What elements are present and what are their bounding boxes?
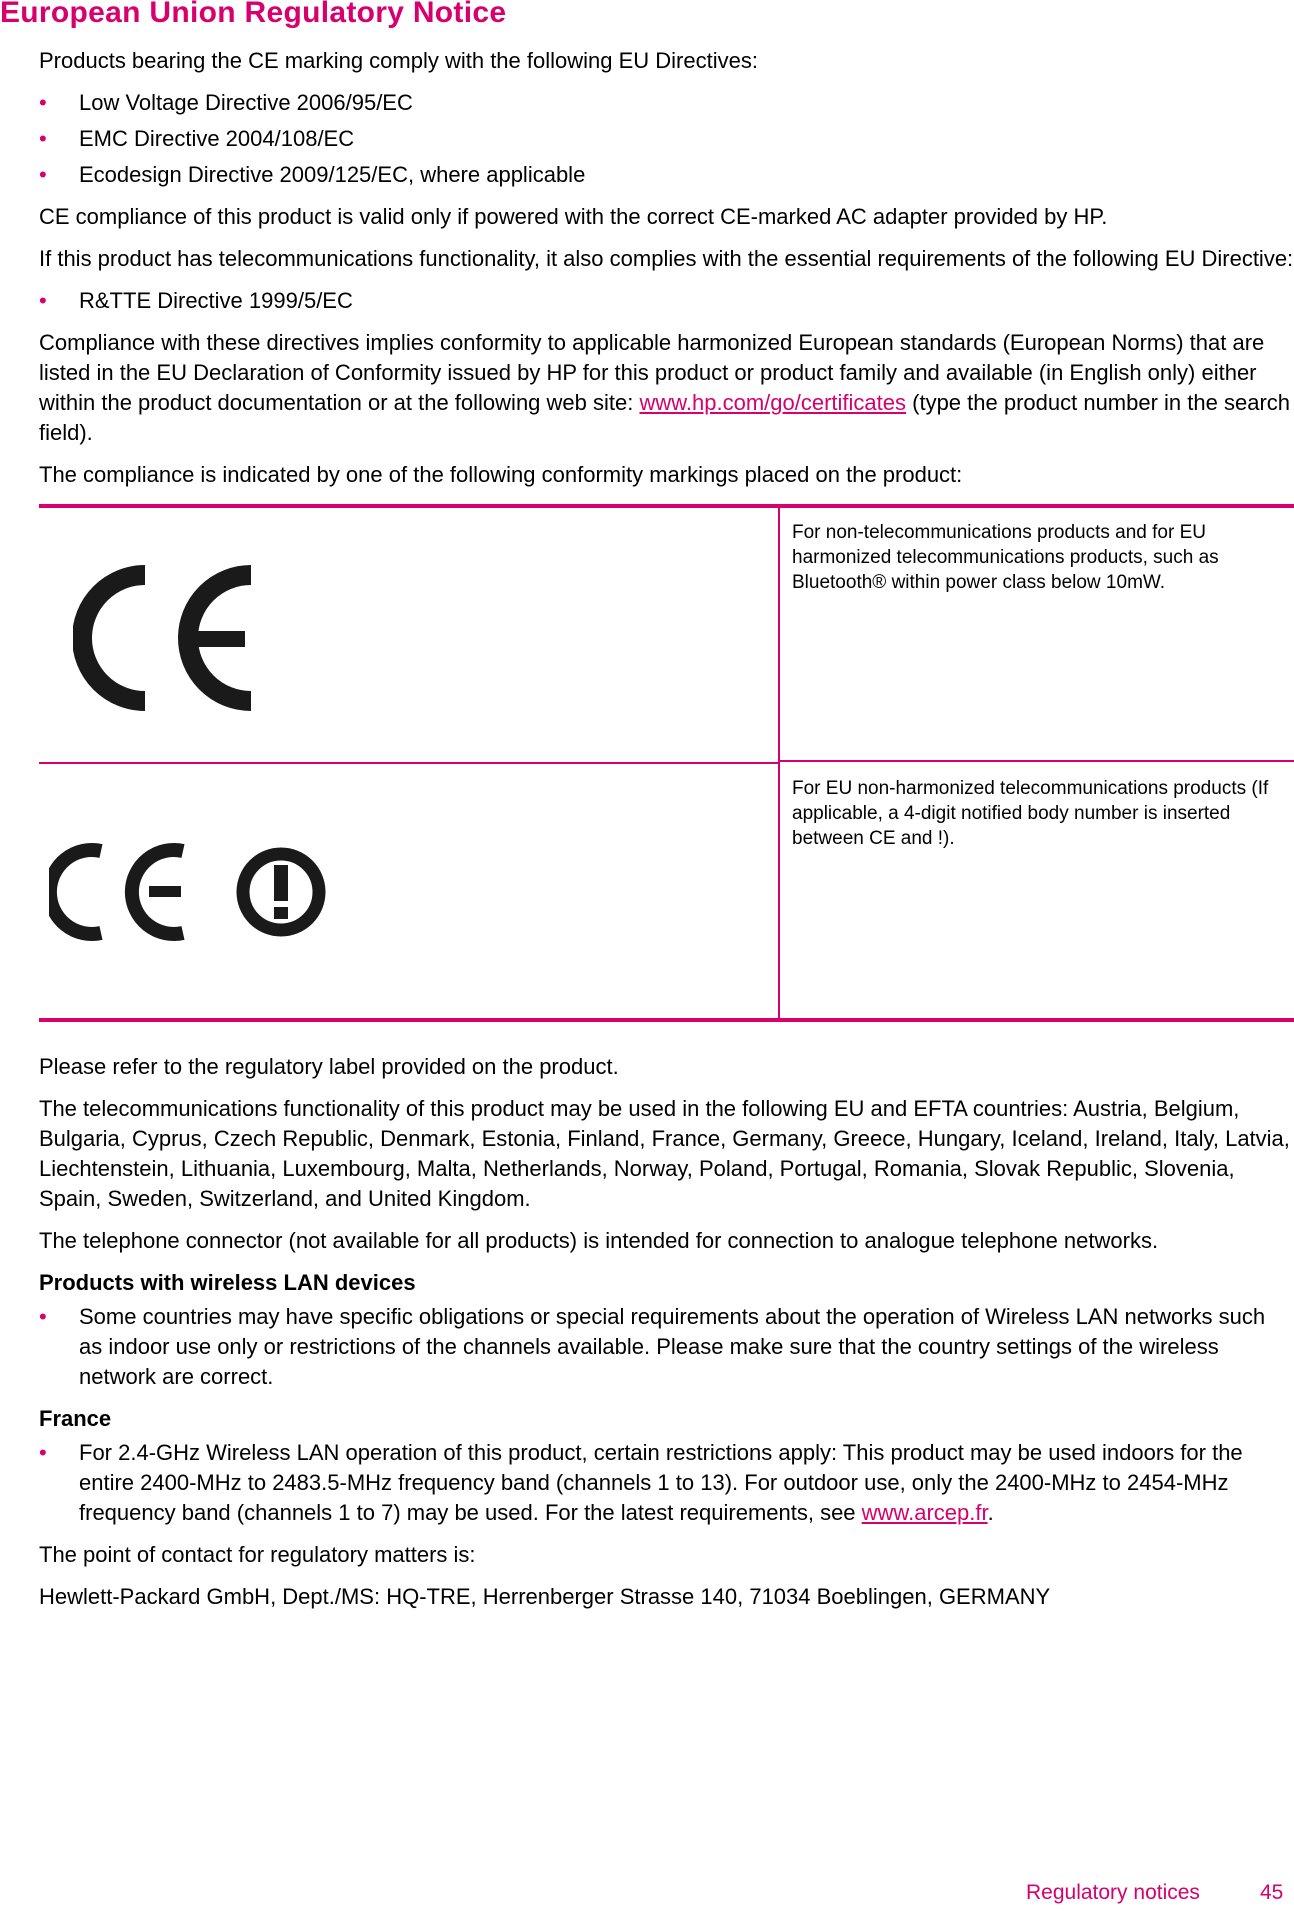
- directives-list: [39, 88, 1294, 190]
- bullet-icon: •: [39, 1440, 47, 1465]
- intro-text: Products bearing the CE marking comply with the following EU Directives:: [39, 48, 758, 73]
- telecom-intro-text: If this product has telecommunications functionality, it also complies with the essential requirements of the following EU Directive:: [39, 246, 1294, 271]
- bullet-icon: •: [39, 90, 47, 115]
- ce-adapter-text: CE compliance of this product is valid only if powered with the correct CE-marked AC adapter provided by HP.: [39, 204, 1108, 229]
- france-heading: France: [39, 1406, 112, 1431]
- ce-mark-icon: [73, 563, 258, 713]
- page-number: 45: [1259, 1881, 1284, 1904]
- ce-mark-description: For non-telecommunications products and for EU harmonized telecommunications products, such as Bluetooth® within power class below 10mW.: [780, 508, 1294, 762]
- compliance-text: Compliance with these directives implies conformity to applicable harmonized European standards (European Norms) that are listed in the EU Declaration of Conformity issued by HP for this product or product family and available (in English only) either within the product documentation or at the following web site: www.hp.com/go/certificates (type the product number in the search field).: [39, 330, 1291, 445]
- bullet-icon: •: [39, 288, 47, 313]
- certificates-link[interactable]: www.hp.com/go/certificates: [639, 390, 907, 415]
- ce-alert-mark-description: For EU non-harmonized telecommunications products (If applicable, a 4-digit notified body number is inserted between CE and !).: [792, 778, 1269, 849]
- bullet-icon: •: [39, 162, 47, 187]
- list-item: • R&TTE Directive 1999/5/EC: [39, 286, 1294, 316]
- wlan-heading: Products with wireless LAN devices: [39, 1270, 416, 1295]
- countries-text: The telecommunications functionality of this product may be used in the following EU and EFTA countries: Austria, Belgium, Bulgaria, Cyprus, Czech Republic, Denmark, Estonia, Finland, France, Germany, Greece, Hungary, Iceland, Ireland, Italy, Latvia, Liechtenstein, Lithuania, Luxembourg, Malta, Netherlands, Norway, Poland, Portugal, Romania, Slovak Republic, Slovenia, Spain, Sweden, Switzerland, and United Kingdom.: [39, 1096, 1290, 1211]
- markings-intro-text: The compliance is indicated by one of the following conformity markings placed on the product:: [39, 462, 963, 487]
- list-item: • EMC Directive 2004/108/EC: [39, 124, 1294, 154]
- contact-intro-text: The point of contact for regulatory matters is:: [39, 1542, 476, 1567]
- footer-section-label: Regulatory notices: [1026, 1881, 1200, 1904]
- main-content: [39, 46, 1294, 1624]
- ce-mark-cell: [39, 508, 780, 764]
- bullet-icon: •: [39, 1304, 47, 1329]
- ce-alert-mark-icon: [49, 837, 349, 947]
- wlan-list: [39, 1302, 1294, 1392]
- page-footer: [1026, 1881, 1283, 1905]
- refer-label-text: Please refer to the regulatory label provided on the product.: [39, 1054, 619, 1079]
- france-list: [39, 1438, 1294, 1528]
- list-item: • Ecodesign Directive 2009/125/EC, where applicable: [39, 160, 1294, 190]
- arcep-link[interactable]: www.arcep.fr: [861, 1500, 988, 1525]
- ce-alert-mark-cell: [39, 764, 780, 1018]
- bullet-icon: •: [39, 126, 47, 151]
- list-item: • For 2.4-GHz Wireless LAN operation of this product, certain restrictions apply: This product may be used indoors for the entire 2400-MHz to 2483.5-MHz frequency band (channels 1 to 13). For outdoor use, only the 2400-MHz to 2454-MHz frequency band (channels 1 to 7) may be used. For the latest requirements, see www.arcep.fr.: [39, 1440, 1243, 1525]
- list-item: • Some countries may have specific obligations or special requirements about the operation of Wireless LAN networks such as indoor use only or restrictions of the channels available. Please make sure that the country settings of the wireless network are correct.: [39, 1304, 1266, 1389]
- page-title: European Union Regulatory Notice: [0, 0, 507, 29]
- contact-address-text: Hewlett-Packard GmbH, Dept./MS: HQ-TRE, Herrenberger Strasse 140, 71034 Boeblingen, GERMANY: [39, 1584, 1051, 1609]
- list-item: • Low Voltage Directive 2006/95/EC: [39, 88, 1294, 118]
- telecom-directive-list: [39, 286, 1294, 316]
- telephone-text: The telephone connector (not available for all products) is intended for connection to analogue telephone networks.: [39, 1228, 1159, 1253]
- conformity-markings-table: [39, 504, 1294, 1022]
